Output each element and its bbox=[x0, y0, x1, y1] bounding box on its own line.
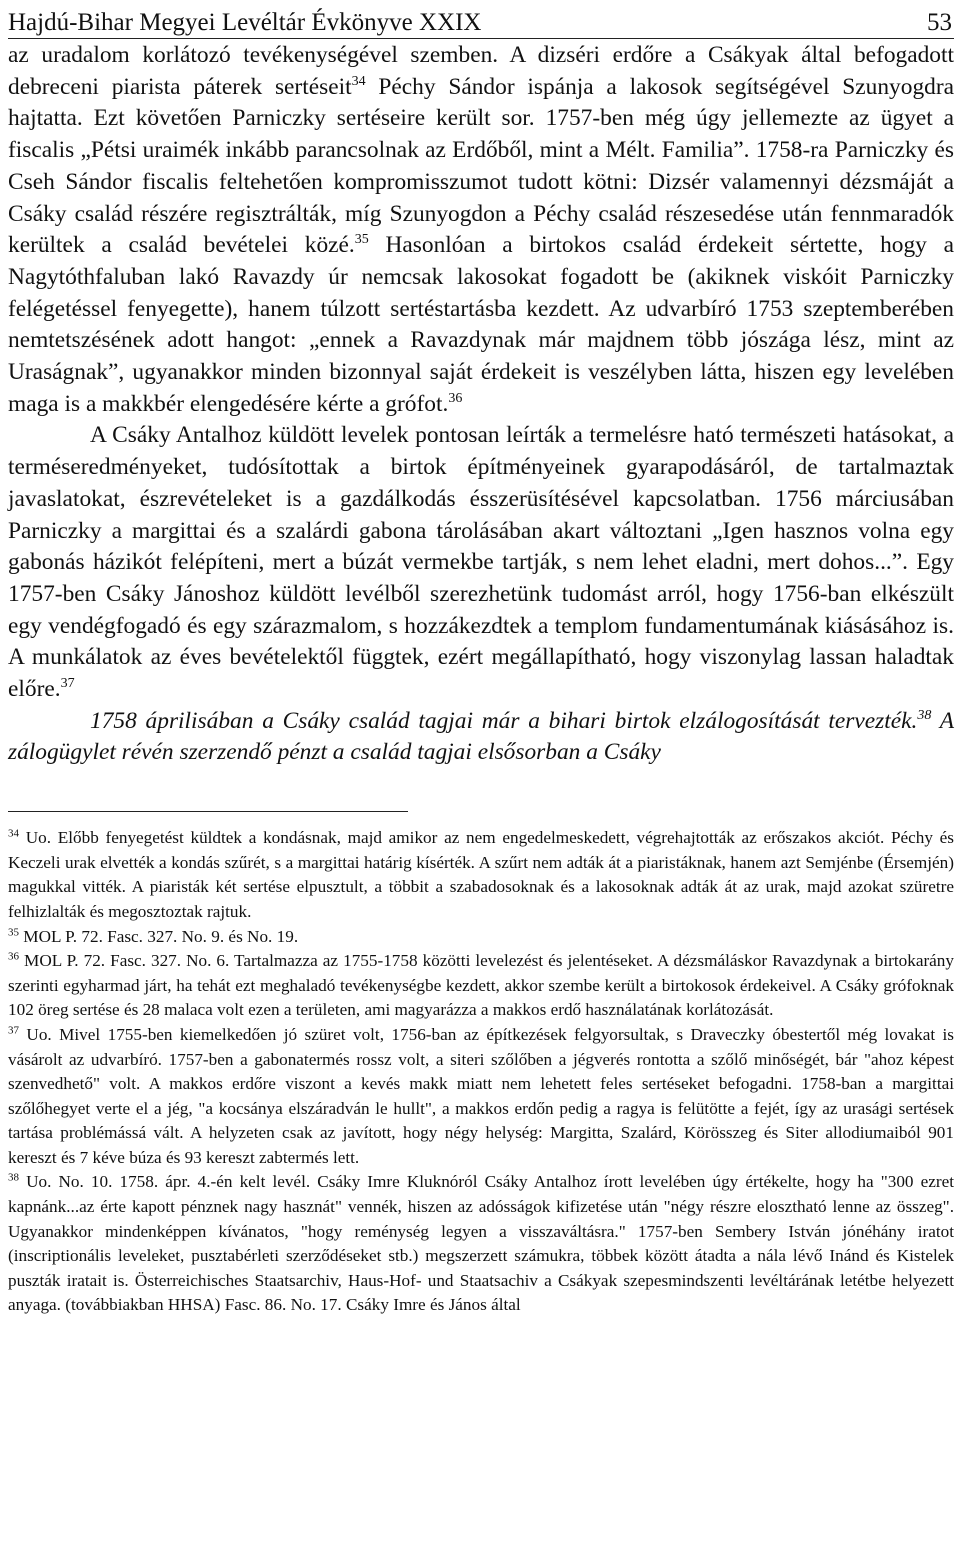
footnote-text: MOL P. 72. Fasc. 327. No. 9. és No. 19. bbox=[19, 926, 299, 946]
footnote-36 bbox=[8, 949, 954, 1023]
paragraph-3 bbox=[8, 706, 954, 769]
footnote-number: 34 bbox=[8, 827, 19, 840]
footnote-text: MOL P. 72. Fasc. 327. No. 6. Tartalmazza az 1755-1758 közötti levelezést és jelentéseket. A dézsmáláskor Ravazdynak a birtokarány szerinti egyharmad járt, ha tehát ezt meghaladó tevékenységbe kezdett, akkor szembe került a birtokosok érdekeivel. A Csáky grófoknak 102 öreg sertése és 28 malaca volt ezen a területen, ami magyarázza a makkos erdő használatának korlátozását. bbox=[8, 951, 954, 1020]
text-run: A zálogügylet révén szerzendő pénzt a család tagjai elsősorban a Csáky bbox=[8, 707, 954, 766]
main-text bbox=[8, 40, 954, 769]
footnote-35 bbox=[8, 925, 954, 950]
footnote-number: 36 bbox=[8, 950, 19, 963]
footnote-number: 38 bbox=[8, 1171, 19, 1184]
text-run: Péchy Sándor ispánja a lakosok segítségével Szunyogdra hajtatta. Ezt követően Parniczky sertéseire került sor. 1757-ben még úgy jellemezte az ügyet a fiscalis „Pétsi uraimék inkább parancsolnak az Erdőből, mint a Mélt. Familia”. 1758-ra Parniczky és Cseh Sándor fiscalis feltehetően kompromisszumot tudott kötni: Dizsér valamennyi dézsmáját a Csáky család részére regisztrálták, míg Szunyogdon a Péchy család részesedése után fennmaradók kerültek a család bevételei közé. bbox=[8, 73, 955, 259]
text-run: A Csáky Antalhoz küldött levelek pontosan leírták a termelésre ható természeti hatásokat, a terméseredményeket, tudósítottak a birtok építményeinek gyarapodásáról, de tartalmaztak javaslatokat, észrevételeket is a gazdálkodás ésszerüsítésével kapcsolatban. 1756 márciusában Parniczky a margittai és a szalárdi gabona tárolásában akart változtani „Igen hasznos volna egy gabonás házikót felépíteni, mert a búzát vermekbe tartják, s nem lehet eladni, mert dohos...”. Egy 1757-ben Csáky Jánoshoz küldött levélből szerezhetünk tudomást arról, hogy 1756-ban elkészült egy vendégfogadó és egy szárazmalom, s hozzákezdtek a templom fundamentumának kiásásához is. A munkálatok az éves bevételektől függtek, ezért megállapítható, hogy viszonylag lassan haladtak előre. bbox=[8, 422, 954, 703]
footnote-ref-35[interactable]: 35 bbox=[354, 232, 369, 248]
footnote-ref-38[interactable]: 38 bbox=[917, 707, 932, 723]
text-run: 1758 áprilisában a Csáky család tagjai már a bihari birtok elzálogosítását tervezték. bbox=[90, 707, 918, 734]
footnote-ref-37[interactable]: 37 bbox=[60, 676, 75, 692]
journal-title: Hajdú-Bihar Megyei Levéltár Évkönyve XXIX bbox=[8, 9, 482, 36]
footnote-ref-34[interactable]: 34 bbox=[351, 73, 366, 89]
footnote-34 bbox=[8, 826, 954, 924]
paragraph-2 bbox=[8, 420, 954, 705]
footnote-separator bbox=[8, 811, 408, 812]
text-run: az uradalom korlátozó tevékenységével szemben. A dizséri erdőre a Csákyak által befogadott debreceni piarista páterek sertéseit bbox=[8, 42, 954, 100]
footnote-38 bbox=[8, 1170, 954, 1318]
footnote-text: Uo. Mivel 1755-ben kiemelkedően jó szüret volt, 1756-ban az építkezések felgyorsultak, s Draveczky óbestertől még lovakat is vásárolt az udvarbíró. 1757-ben a gabonatermés rossz volt, a siteri szőlőben a jégverés rontotta a szőlő minőségét, bár "ahoz képest szenvedhető" volt. A makkos erdőre viszont a kevés makk miatt nem lehetett feles sertéseket befogadni. 1758-ban a margittai szőlőhegyet verte el a jég, "a kocsánya elszáradván le hullt", a makkos erdőn pedig a ragya is felütötte a fejét, így az urasági sertések tartása problémássá vált. A helyzeten csak az javított, hogy négy helység: Margitta, Szalárd, Körösszeg és Siter allodiumaiból 901 kereszt és 7 kéve búza és 93 kereszt zabtermés lett. bbox=[8, 1024, 954, 1167]
footnote-number: 37 bbox=[8, 1024, 19, 1037]
footnote-text: Uo. Előbb fenyegetést küldtek a kondásnak, majd amikor az nem engedelmeskedett, végrehajtották az erőszakos akciót. Péchy és Keczeli urak elvették a kondás szűrét, s a margittai határig kísérték. A szűrt nem adták át a piaristáknak, hanem azt Semjénbe (Érsemjén) magukkal vitték. A piaristák két sertése elpusztult, a többit a szabadosoknak és a lakosoknak adták át az urak, majd azokat szüretre felhizlalták és megosztoztak rajtuk. bbox=[8, 828, 954, 921]
paragraph-1 bbox=[8, 40, 954, 420]
footnote-ref-36[interactable]: 36 bbox=[448, 390, 463, 406]
running-header bbox=[8, 0, 954, 39]
footnote-text: Uo. No. 10. 1758. ápr. 4.-én kelt levél. Csáky Imre Kluknóról Csáky Antalhoz írott levelében úgy értékelte, hogy ha "300 ezret kapnánk...az érte kapott pénznek nagy hasznát" vennék, hiszen az adósságok kifizetése után "négy részre elosztható lenne az összeg". Ugyanakkor mindenképpen kívánatos, "hogy reménység legyen a visszaváltásra." 1757-ben Sembery István jónéhány iratot (inscriptionális leveleket, pusztabérleti szerződéseket stb.) megszerzett számukra, többek között átadta a nála lévő Inánd és Kistelek puszták iratait is. Österreichisches Staatsarchiv, Haus-Hof- und Staatsachiv a Csákyak szepesmindszenti levéltárának letétbe helyezett anyaga. (továbbiakban HHSA) Fasc. 86. No. 17. Csáky Imre és János által bbox=[8, 1172, 954, 1315]
footnote-37 bbox=[8, 1023, 954, 1171]
footnotes bbox=[8, 826, 954, 1318]
footnote-number: 35 bbox=[8, 925, 19, 938]
page-number: 53 bbox=[927, 9, 952, 36]
text-run: Hasonlóan a birtokos család érdekeit sértette, hogy a Nagytóthfaluban lakó Ravazdy úr nemcsak lakosokat fogadott be (akiknek viskóit Parniczky felégetéssel fenyegette), hanem túlzott sertéstartásba kezdett. Az udvarbíró 1753 szeptemberében nemtetszésének adott hangot: „ennek a Ravazdynak már majdnem több jószága lész, mint az Uraságnak”, ugyanakkor minden bizonnyal saját érdekeit is veszélyben látta, hiszen egy levelében maga is a makkbér elengedésére kérte a grófot. bbox=[8, 232, 954, 417]
document-page bbox=[8, 0, 954, 1318]
